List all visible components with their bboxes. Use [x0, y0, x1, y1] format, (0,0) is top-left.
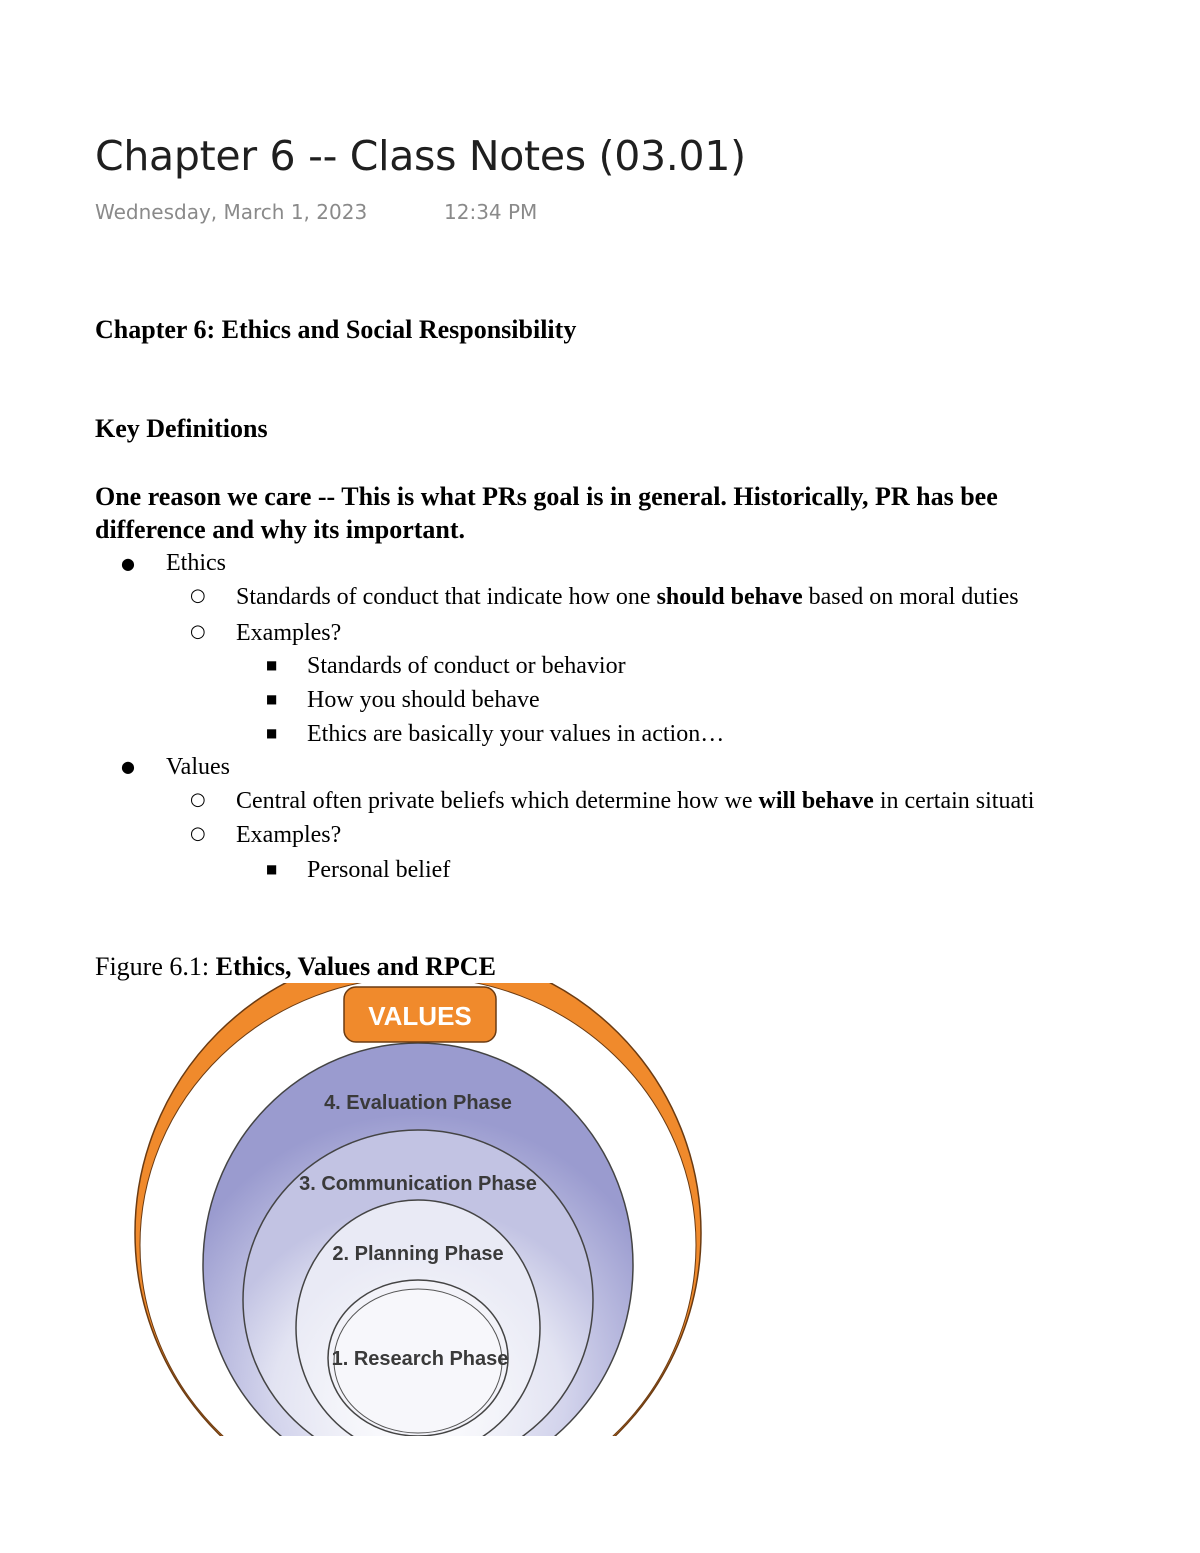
circle-bullet-icon: ○ — [190, 789, 206, 810]
circle-bullet-icon: ○ — [190, 823, 206, 844]
values-def-emphasis: will behave — [758, 788, 874, 814]
list-item-values-example: Personal belief — [307, 857, 451, 883]
list-item-ethics-example: How you should behave — [307, 687, 540, 713]
list-item-values: Values — [166, 754, 230, 780]
diagram-svg — [118, 983, 718, 1436]
figure-caption-prefix: Figure 6.1: — [95, 952, 216, 981]
values-rpce-diagram — [118, 983, 718, 1436]
page-time: 12:34 PM — [444, 200, 538, 224]
ethics-def-text-end: based on moral duties — [802, 584, 1019, 610]
values-banner-label: VALUES — [368, 1001, 472, 1031]
chapter-heading: Chapter 6: Ethics and Social Responsibility — [95, 315, 577, 344]
list-item-values-definition — [236, 786, 1034, 816]
square-bullet-icon: ■ — [266, 726, 278, 740]
planning-phase-label: 2. Planning Phase — [332, 1243, 504, 1265]
list-item-ethics-example: Standards of conduct or behavior — [307, 653, 626, 679]
values-def-text: Central often private beliefs which determine how we — [236, 788, 759, 814]
reason-paragraph — [95, 480, 998, 546]
square-bullet-icon: ■ — [266, 862, 278, 876]
figure-caption — [95, 952, 496, 982]
key-definitions-heading: Key Definitions — [95, 414, 268, 443]
ethics-def-text: Standards of conduct that indicate how one — [236, 584, 657, 610]
reason-line-1: One reason we care -- This is what PRs goal is in general. Historically, PR has bee — [95, 482, 998, 511]
square-bullet-icon: ■ — [266, 692, 278, 706]
list-item-ethics: Ethics — [166, 550, 226, 576]
communication-phase-label: 3. Communication Phase — [299, 1173, 537, 1195]
list-item-ethics-example: Ethics are basically your values in action… — [307, 721, 725, 747]
page-title: Chapter 6 -- Class Notes (03.01) — [95, 132, 746, 180]
reason-line-2: difference and why its important. — [95, 515, 466, 544]
list-item-values-examples: Examples? — [236, 822, 342, 848]
square-bullet-icon: ■ — [266, 658, 278, 672]
ethics-def-emphasis: should behave — [656, 584, 803, 610]
circle-bullet-icon: ○ — [190, 621, 206, 642]
list-item-ethics-definition — [236, 582, 1019, 612]
research-phase-label: 1. Research Phase — [331, 1348, 509, 1370]
circle-bullet-icon: ○ — [190, 585, 206, 606]
list-item-ethics-examples: Examples? — [236, 620, 342, 646]
values-def-text-end: in certain situati — [873, 788, 1035, 814]
disc-bullet-icon: ● — [121, 554, 135, 573]
figure-caption-title: Ethics, Values and RPCE — [215, 952, 496, 981]
evaluation-phase-label: 4. Evaluation Phase — [324, 1092, 512, 1114]
page-date: Wednesday, March 1, 2023 — [95, 200, 368, 224]
disc-bullet-icon: ● — [121, 757, 135, 776]
